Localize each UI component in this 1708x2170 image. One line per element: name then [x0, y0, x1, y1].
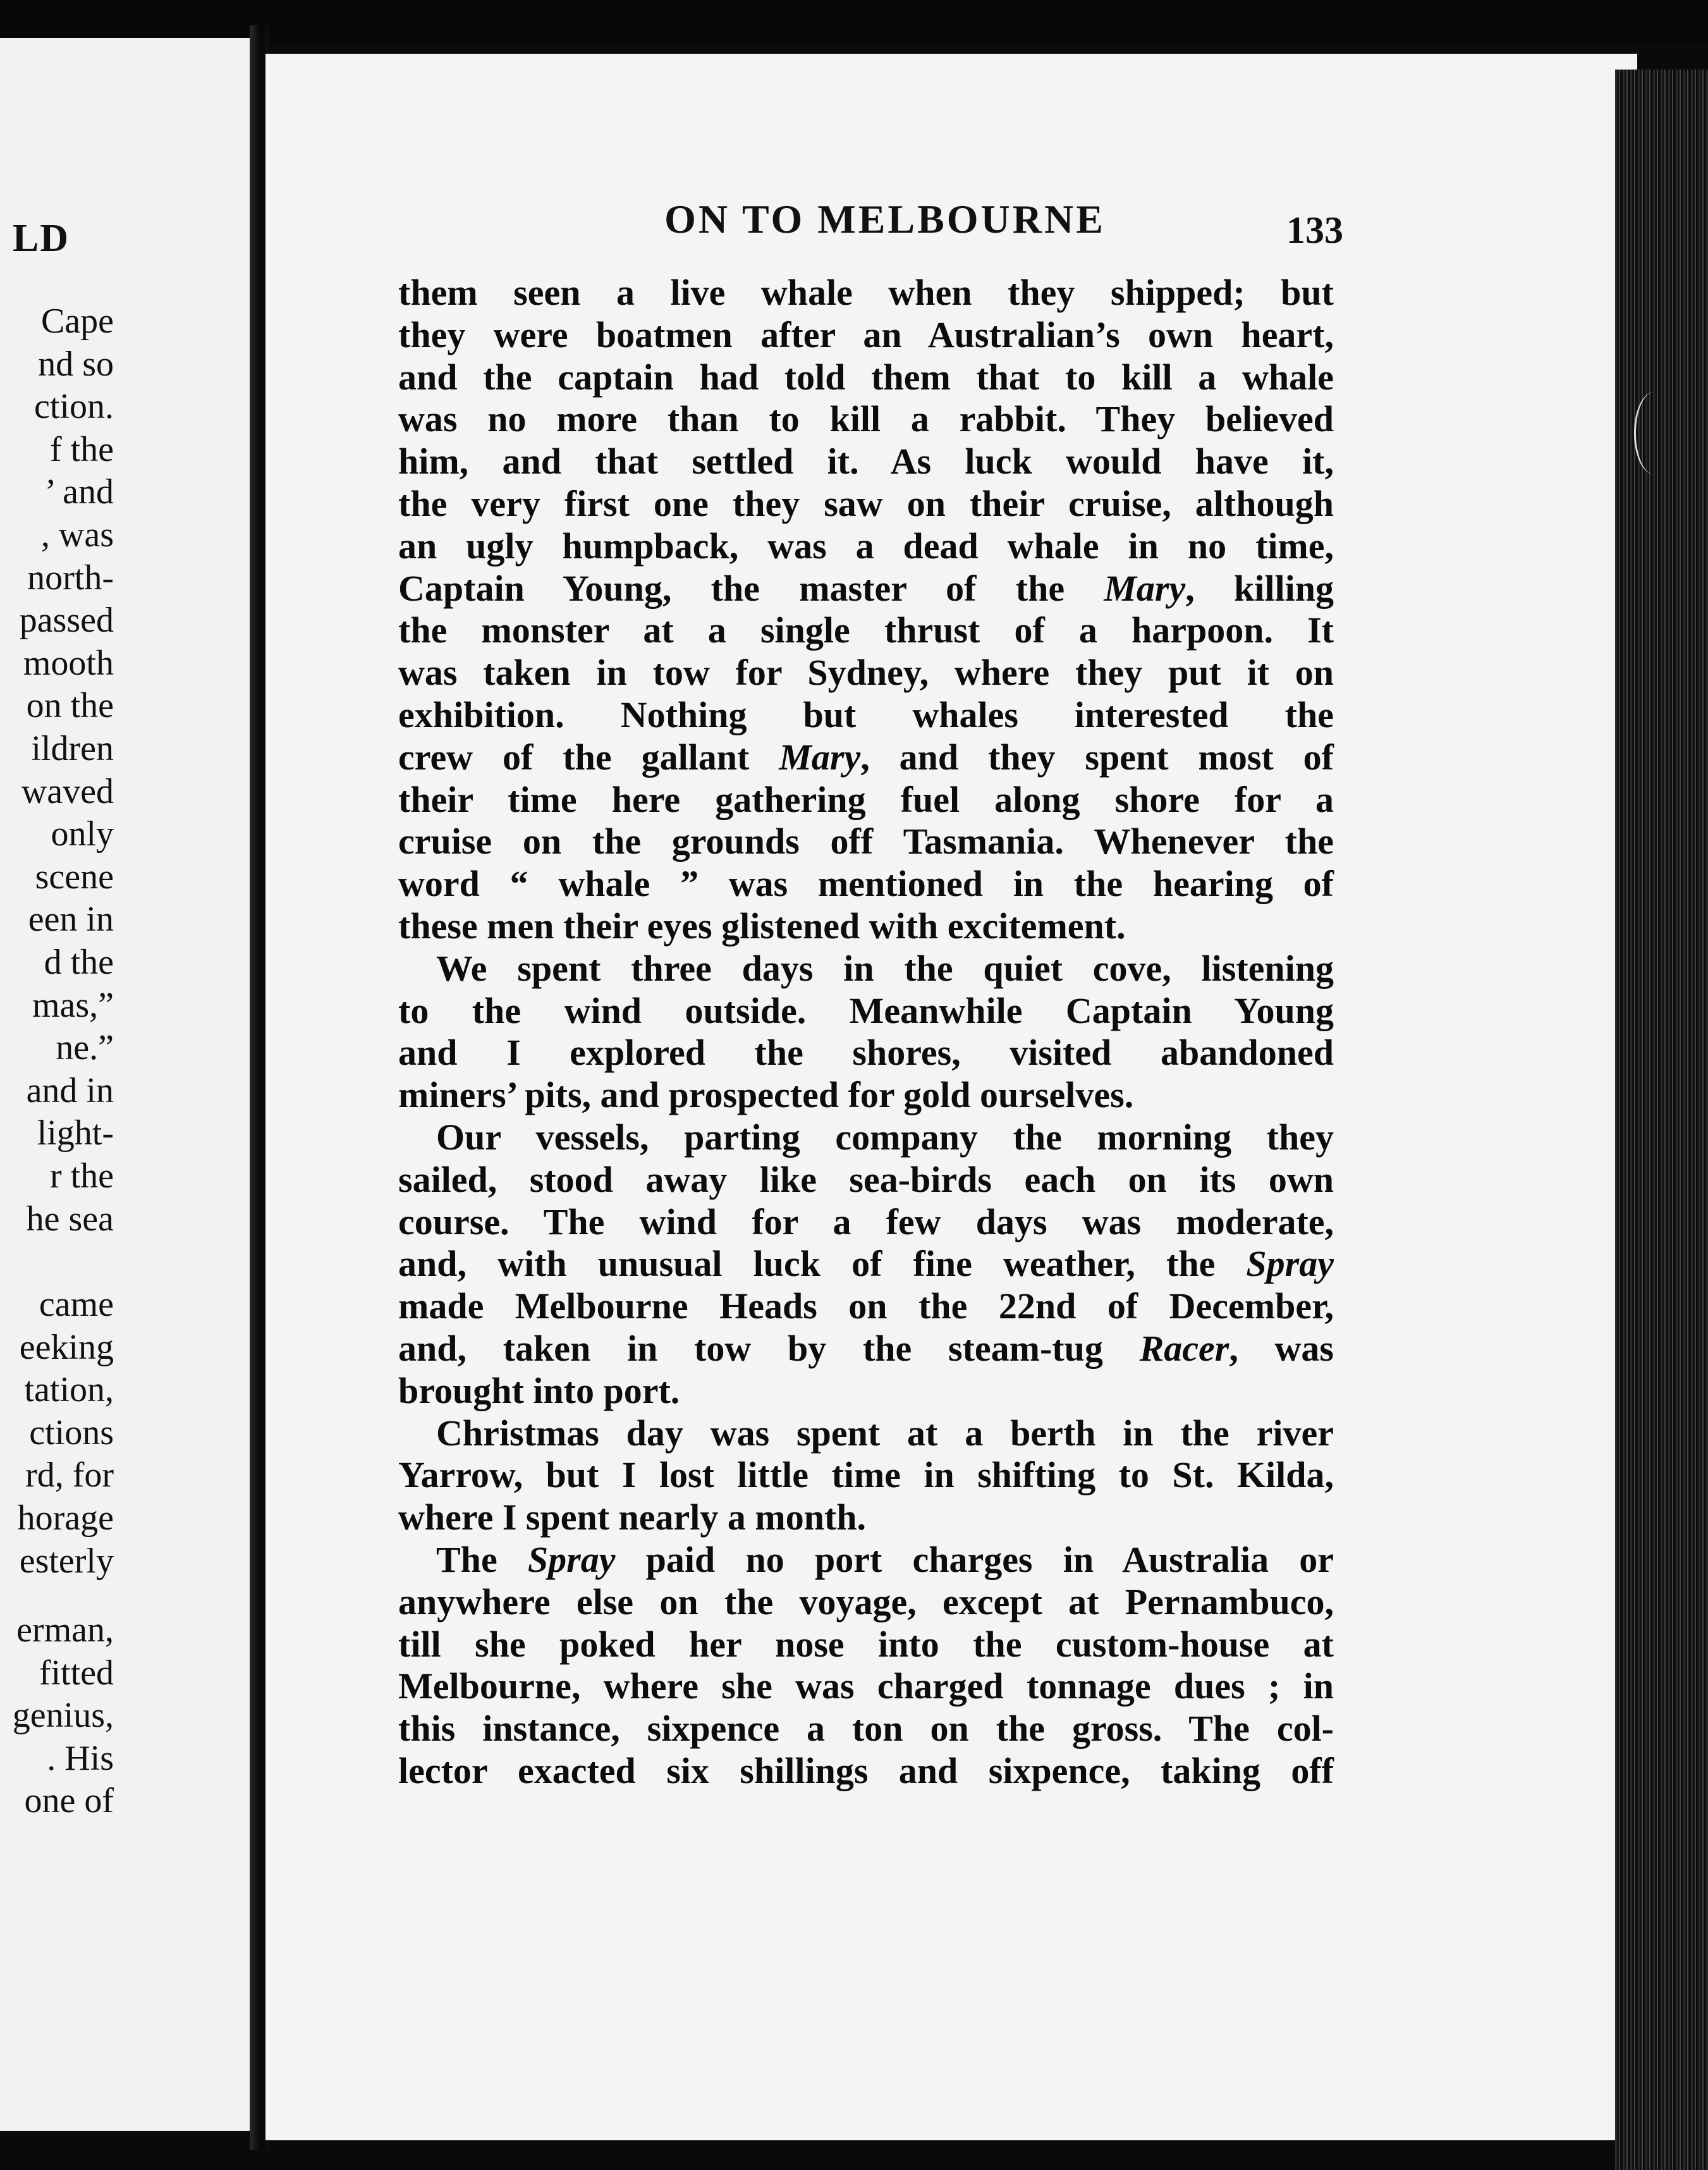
left-text-line: only — [51, 814, 114, 854]
left-text-block-c — [0, 1609, 114, 1862]
text-line: sailed, stood away like sea-birds each on its own — [398, 1158, 1334, 1200]
page-edges — [1615, 70, 1708, 2170]
left-facing-page — [0, 38, 256, 2131]
body-text — [398, 272, 1334, 1793]
text-line: made Melbourne Heads on the 22nd of December, — [398, 1285, 1334, 1327]
text-line: exhibition. Nothing but whales interested the — [398, 694, 1334, 735]
text-line: cruise on the grounds off Tasmania. Whenever the — [398, 821, 1334, 862]
text-line: crew of the gallant Mary, and they spent most of — [398, 736, 1334, 778]
left-text-line: ne.” — [56, 1028, 114, 1068]
text-line: them seen a live whale when they shipped; but — [398, 272, 1334, 313]
left-text-line: fitted — [39, 1653, 114, 1693]
text-line: The Spray paid no port charges in Australia or — [436, 1538, 1334, 1580]
left-text-line: and in — [26, 1070, 114, 1110]
left-text-line: esterly — [19, 1541, 114, 1581]
left-text-line: Cape — [40, 302, 114, 341]
text-line: this instance, sixpence a ton on the gross. The col- — [398, 1708, 1334, 1750]
text-line: Melbourne, where she was charged tonnage dues ; in — [398, 1665, 1334, 1707]
left-text-line: mas,” — [32, 985, 114, 1025]
left-text-line: erman, — [16, 1610, 114, 1650]
left-text-line: ction. — [34, 387, 114, 427]
text-line: was no more than to kill a rabbit. They believed — [398, 398, 1334, 440]
left-text-line: ctions — [29, 1413, 114, 1452]
text-line: lector exacted six shillings and sixpence, taking off — [398, 1750, 1334, 1791]
text-line: Yarrow, but I lost little time in shifting to St. Kilda, — [398, 1454, 1334, 1496]
text-line: an ugly humpback, was a dead whale in no time, — [398, 525, 1334, 567]
left-text-line: nd so — [38, 344, 114, 384]
text-line: Christmas day was spent at a berth in the river — [436, 1412, 1334, 1454]
left-text-line: scene — [35, 857, 114, 897]
left-text-line: mooth — [23, 643, 114, 683]
text-line: their time here gathering fuel along shore for a — [398, 778, 1334, 820]
left-text-line: on the — [26, 686, 114, 726]
running-head: ON TO MELBOURNE — [664, 197, 1106, 242]
left-text-line: een in — [28, 900, 114, 940]
text-line: Captain Young, the master of the Mary, killing — [398, 567, 1334, 609]
left-text-line: ildren — [31, 729, 114, 768]
text-line: where I spent nearly a month. — [398, 1497, 867, 1538]
left-text-line: he sea — [26, 1199, 114, 1239]
text-line: the very first one they saw on their cruise, although — [398, 482, 1334, 524]
left-running-head: LD — [12, 217, 70, 260]
text-line: they were boatmen after an Australian’s own heart, — [398, 314, 1334, 355]
left-text-line: genius, — [12, 1696, 114, 1736]
left-text-line: waved — [21, 771, 114, 811]
left-text-line: tation, — [24, 1370, 114, 1410]
left-text-line: came — [39, 1285, 114, 1324]
text-line: and the captain had told them that to kill a whale — [398, 356, 1334, 398]
left-text-line: d the — [44, 943, 114, 982]
left-text-line: north- — [27, 558, 114, 598]
left-text-line: ’ and — [44, 472, 114, 512]
text-line: and, with unusual luck of fine weather, the Spray — [398, 1243, 1334, 1285]
text-line: to the wind outside. Meanwhile Captain Young — [398, 990, 1334, 1031]
left-text-line: r the — [49, 1156, 114, 1196]
left-text-line: , was — [40, 515, 114, 555]
margin-pencil-mark — [1634, 392, 1674, 474]
page-number: 133 — [1286, 209, 1343, 251]
left-text-line: light- — [37, 1113, 114, 1153]
text-line: these men their eyes glistened with excitement. — [398, 905, 1126, 947]
text-line: miners’ pits, and prospected for gold ourselves. — [398, 1074, 1134, 1116]
left-text-line: f the — [49, 429, 114, 469]
text-line: and I explored the shores, visited abandoned — [398, 1032, 1334, 1074]
text-line: Our vessels, parting company the morning they — [436, 1116, 1334, 1158]
left-text-line: . His — [47, 1738, 114, 1778]
text-line: course. The wind for a few days was moderate, — [398, 1201, 1334, 1242]
text-line: him, and that settled it. As luck would have it, — [398, 441, 1334, 482]
text-line: word “ whale ” was mentioned in the hearing of — [398, 863, 1334, 905]
text-line: anywhere else on the voyage, except at Pernambuco, — [398, 1581, 1334, 1622]
left-text-block-a — [0, 300, 114, 1261]
left-text-line: horage — [17, 1499, 114, 1538]
text-line: till she poked her nose into the custom-house at — [398, 1623, 1334, 1665]
text-line: the monster at a single thrust of a harpoon. It — [398, 610, 1334, 651]
left-text-line: passed — [19, 601, 114, 641]
text-line: brought into port. — [398, 1370, 680, 1411]
left-text-line: one of — [24, 1781, 114, 1821]
text-line: was taken in tow for Sydney, where they put it on — [398, 652, 1334, 694]
text-line: and, taken in tow by the steam-tug Racer, was — [398, 1327, 1334, 1369]
left-text-line: eeking — [19, 1327, 114, 1367]
left-text-line: rd, for — [25, 1456, 114, 1495]
text-line: We spent three days in the quiet cove, listening — [436, 947, 1334, 989]
